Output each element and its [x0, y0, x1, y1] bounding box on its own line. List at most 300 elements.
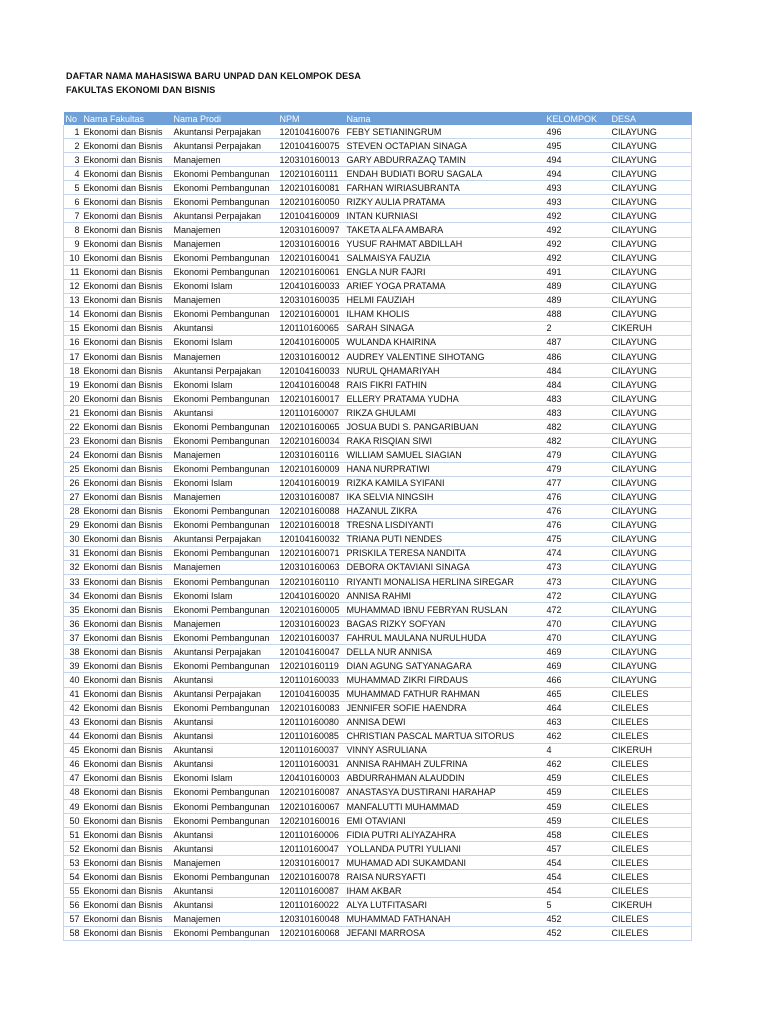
cell-no: 35	[64, 603, 82, 617]
cell-name: TAKETA ALFA AMBARA	[345, 223, 545, 237]
table-row	[64, 293, 692, 307]
cell-npm: 120310160016	[278, 237, 345, 251]
table-row	[64, 757, 692, 771]
cell-program: Ekonomi Pembangunan	[172, 631, 278, 645]
cell-no: 33	[64, 575, 82, 589]
cell-faculty: Ekonomi dan Bisnis	[82, 392, 172, 406]
cell-name: ALYA LUTFITASARI	[345, 898, 545, 912]
cell-no: 40	[64, 673, 82, 687]
cell-name: ELLERY PRATAMA YUDHA	[345, 392, 545, 406]
cell-group: 454	[545, 856, 610, 870]
cell-name: DELLA NUR ANNISA	[345, 645, 545, 659]
cell-faculty: Ekonomi dan Bisnis	[82, 406, 172, 420]
column-header-village: DESA	[610, 112, 692, 125]
cell-name: GARY ABDURRAZAQ TAMIN	[345, 153, 545, 167]
cell-no: 56	[64, 898, 82, 912]
cell-group: 469	[545, 645, 610, 659]
table-body	[64, 125, 692, 940]
table-row	[64, 673, 692, 687]
cell-village: CILELES	[610, 842, 692, 856]
cell-program: Akuntansi	[172, 842, 278, 856]
cell-group: 475	[545, 532, 610, 546]
cell-name: PRISKILA TERESA NANDITA	[345, 546, 545, 560]
cell-no: 24	[64, 448, 82, 462]
table-row	[64, 729, 692, 743]
cell-no: 11	[64, 265, 82, 279]
cell-name: RIZKA KAMILA SYIFANI	[345, 476, 545, 490]
cell-faculty: Ekonomi dan Bisnis	[82, 251, 172, 265]
cell-group: 470	[545, 617, 610, 631]
cell-no: 31	[64, 546, 82, 560]
table-row	[64, 279, 692, 293]
cell-npm: 120110160007	[278, 406, 345, 420]
cell-village: CILAYUNG	[610, 420, 692, 434]
cell-no: 21	[64, 406, 82, 420]
table-row	[64, 814, 692, 828]
cell-name: JENNIFER SOFIE HAENDRA	[345, 701, 545, 715]
table-row	[64, 434, 692, 448]
table-row	[64, 518, 692, 532]
cell-group: 462	[545, 729, 610, 743]
cell-npm: 120210160065	[278, 420, 345, 434]
table-row	[64, 378, 692, 392]
cell-npm: 120110160065	[278, 321, 345, 335]
cell-npm: 120104160033	[278, 364, 345, 378]
cell-program: Manajemen	[172, 223, 278, 237]
cell-name: NURUL QHAMARIYAH	[345, 364, 545, 378]
cell-group: 473	[545, 575, 610, 589]
table-row	[64, 476, 692, 490]
cell-faculty: Ekonomi dan Bisnis	[82, 167, 172, 181]
cell-group: 463	[545, 715, 610, 729]
cell-village: CILAYUNG	[610, 251, 692, 265]
cell-npm: 120410160033	[278, 279, 345, 293]
cell-village: CILELES	[610, 800, 692, 814]
cell-village: CILAYUNG	[610, 532, 692, 546]
cell-name: CHRISTIAN PASCAL MARTUA SITORUS	[345, 729, 545, 743]
table-row	[64, 237, 692, 251]
cell-program: Akuntansi	[172, 828, 278, 842]
cell-no: 17	[64, 350, 82, 364]
cell-npm: 120210160034	[278, 434, 345, 448]
cell-village: CILAYUNG	[610, 406, 692, 420]
cell-faculty: Ekonomi dan Bisnis	[82, 870, 172, 884]
cell-village: CILAYUNG	[610, 448, 692, 462]
cell-no: 23	[64, 434, 82, 448]
cell-npm: 120310160063	[278, 560, 345, 574]
cell-village: CILELES	[610, 884, 692, 898]
cell-name: VINNY ASRULIANA	[345, 743, 545, 757]
cell-name: YOLLANDA PUTRI YULIANI	[345, 842, 545, 856]
table-row	[64, 181, 692, 195]
table-row	[64, 153, 692, 167]
cell-no: 34	[64, 589, 82, 603]
cell-group: 474	[545, 546, 610, 560]
table-row	[64, 223, 692, 237]
cell-no: 39	[64, 659, 82, 673]
cell-npm: 120110160037	[278, 743, 345, 757]
cell-program: Ekonomi Pembangunan	[172, 870, 278, 884]
cell-group: 472	[545, 603, 610, 617]
table-row	[64, 195, 692, 209]
cell-faculty: Ekonomi dan Bisnis	[82, 603, 172, 617]
table-row	[64, 364, 692, 378]
cell-name: FAHRUL MAULANA NURULHUDA	[345, 631, 545, 645]
cell-name: ANASTASYA DUSTIRANI HARAHAP	[345, 785, 545, 799]
cell-faculty: Ekonomi dan Bisnis	[82, 462, 172, 476]
cell-village: CILAYUNG	[610, 125, 692, 139]
cell-name: ENGLA NUR FAJRI	[345, 265, 545, 279]
table-row	[64, 785, 692, 799]
cell-group: 459	[545, 814, 610, 828]
cell-village: CILELES	[610, 701, 692, 715]
cell-group: 4	[545, 743, 610, 757]
cell-group: 452	[545, 912, 610, 926]
cell-program: Manajemen	[172, 912, 278, 926]
cell-name: ANNISA RAHMI	[345, 589, 545, 603]
cell-faculty: Ekonomi dan Bisnis	[82, 926, 172, 940]
cell-npm: 120110160047	[278, 842, 345, 856]
cell-faculty: Ekonomi dan Bisnis	[82, 575, 172, 589]
cell-village: CIKERUH	[610, 743, 692, 757]
cell-group: 491	[545, 265, 610, 279]
cell-faculty: Ekonomi dan Bisnis	[82, 673, 172, 687]
cell-group: 472	[545, 589, 610, 603]
cell-faculty: Ekonomi dan Bisnis	[82, 139, 172, 153]
cell-program: Akuntansi Perpajakan	[172, 645, 278, 659]
cell-no: 29	[64, 518, 82, 532]
table-row	[64, 884, 692, 898]
cell-group: 458	[545, 828, 610, 842]
cell-npm: 120310160048	[278, 912, 345, 926]
cell-name: RIKZA GHULAMI	[345, 406, 545, 420]
cell-group: 483	[545, 406, 610, 420]
cell-npm: 120410160048	[278, 378, 345, 392]
cell-no: 52	[64, 842, 82, 856]
cell-npm: 120104160032	[278, 532, 345, 546]
cell-name: RIZKY AULIA PRATAMA	[345, 195, 545, 209]
cell-name: DIAN AGUNG SATYANAGARA	[345, 659, 545, 673]
cell-program: Ekonomi Pembangunan	[172, 504, 278, 518]
cell-name: FIDIA PUTRI ALIYAZAHRA	[345, 828, 545, 842]
cell-no: 57	[64, 912, 82, 926]
cell-program: Akuntansi Perpajakan	[172, 532, 278, 546]
cell-village: CILELES	[610, 771, 692, 785]
cell-group: 457	[545, 842, 610, 856]
cell-name: MUHAMMAD ZIKRI FIRDAUS	[345, 673, 545, 687]
cell-name: WILLIAM SAMUEL SIAGIAN	[345, 448, 545, 462]
cell-name: TRIANA PUTI NENDES	[345, 532, 545, 546]
cell-name: AUDREY VALENTINE SIHOTANG	[345, 350, 545, 364]
cell-village: CILAYUNG	[610, 673, 692, 687]
cell-village: CILAYUNG	[610, 293, 692, 307]
cell-no: 32	[64, 560, 82, 574]
cell-name: BAGAS RIZKY SOFYAN	[345, 617, 545, 631]
cell-program: Ekonomi Islam	[172, 771, 278, 785]
cell-group: 487	[545, 335, 610, 349]
cell-faculty: Ekonomi dan Bisnis	[82, 589, 172, 603]
cell-name: STEVEN OCTAPIAN SINAGA	[345, 139, 545, 153]
table-row	[64, 715, 692, 729]
cell-no: 48	[64, 785, 82, 799]
cell-npm: 120310160023	[278, 617, 345, 631]
column-header-no: No	[64, 112, 82, 125]
cell-npm: 120410160003	[278, 771, 345, 785]
cell-program: Ekonomi Pembangunan	[172, 926, 278, 940]
cell-npm: 120410160005	[278, 335, 345, 349]
cell-faculty: Ekonomi dan Bisnis	[82, 321, 172, 335]
cell-no: 36	[64, 617, 82, 631]
cell-npm: 120310160097	[278, 223, 345, 237]
cell-name: ENDAH BUDIATI BORU SAGALA	[345, 167, 545, 181]
cell-village: CILAYUNG	[610, 223, 692, 237]
cell-name: RAKA RISQIAN SIWI	[345, 434, 545, 448]
cell-no: 37	[64, 631, 82, 645]
cell-group: 495	[545, 139, 610, 153]
column-header-group: KELOMPOK	[545, 112, 610, 125]
cell-village: CILAYUNG	[610, 504, 692, 518]
cell-program: Ekonomi Islam	[172, 476, 278, 490]
cell-npm: 120104160047	[278, 645, 345, 659]
cell-group: 492	[545, 223, 610, 237]
cell-village: CILAYUNG	[610, 462, 692, 476]
cell-no: 38	[64, 645, 82, 659]
cell-village: CILELES	[610, 785, 692, 799]
cell-village: CILAYUNG	[610, 659, 692, 673]
cell-group: 486	[545, 350, 610, 364]
cell-faculty: Ekonomi dan Bisnis	[82, 434, 172, 448]
cell-no: 45	[64, 743, 82, 757]
cell-program: Akuntansi	[172, 884, 278, 898]
cell-village: CILELES	[610, 757, 692, 771]
cell-group: 470	[545, 631, 610, 645]
cell-group: 466	[545, 673, 610, 687]
cell-group: 2	[545, 321, 610, 335]
cell-name: JOSUA BUDI S. PANGARIBUAN	[345, 420, 545, 434]
cell-group: 479	[545, 462, 610, 476]
cell-npm: 120104160009	[278, 209, 345, 223]
cell-faculty: Ekonomi dan Bisnis	[82, 335, 172, 349]
cell-no: 30	[64, 532, 82, 546]
table-row	[64, 631, 692, 645]
cell-village: CILAYUNG	[610, 265, 692, 279]
cell-group: 494	[545, 153, 610, 167]
cell-name: ILHAM KHOLIS	[345, 307, 545, 321]
cell-program: Ekonomi Pembangunan	[172, 603, 278, 617]
cell-no: 28	[64, 504, 82, 518]
cell-village: CILAYUNG	[610, 434, 692, 448]
cell-no: 53	[64, 856, 82, 870]
cell-npm: 120210160001	[278, 307, 345, 321]
cell-program: Ekonomi Pembangunan	[172, 785, 278, 799]
column-header-program: Nama Prodi	[172, 112, 278, 125]
cell-village: CILELES	[610, 856, 692, 870]
cell-program: Ekonomi Islam	[172, 589, 278, 603]
cell-no: 10	[64, 251, 82, 265]
cell-name: TRESNA LISDIYANTI	[345, 518, 545, 532]
cell-faculty: Ekonomi dan Bisnis	[82, 195, 172, 209]
cell-program: Manajemen	[172, 293, 278, 307]
cell-group: 464	[545, 701, 610, 715]
cell-program: Akuntansi Perpajakan	[172, 139, 278, 153]
cell-npm: 120210160110	[278, 575, 345, 589]
cell-npm: 120210160017	[278, 392, 345, 406]
cell-village: CILAYUNG	[610, 518, 692, 532]
cell-program: Akuntansi	[172, 757, 278, 771]
cell-no: 3	[64, 153, 82, 167]
cell-npm: 120210160088	[278, 504, 345, 518]
cell-group: 494	[545, 167, 610, 181]
cell-faculty: Ekonomi dan Bisnis	[82, 546, 172, 560]
cell-program: Ekonomi Islam	[172, 335, 278, 349]
cell-npm: 120210160041	[278, 251, 345, 265]
cell-name: RIYANTI MONALISA HERLINA SIREGAR	[345, 575, 545, 589]
cell-village: CILAYUNG	[610, 378, 692, 392]
table-row	[64, 856, 692, 870]
cell-village: CILELES	[610, 814, 692, 828]
cell-faculty: Ekonomi dan Bisnis	[82, 560, 172, 574]
cell-faculty: Ekonomi dan Bisnis	[82, 743, 172, 757]
cell-program: Akuntansi Perpajakan	[172, 687, 278, 701]
cell-npm: 120210160018	[278, 518, 345, 532]
cell-npm: 120210160067	[278, 800, 345, 814]
table-row	[64, 420, 692, 434]
cell-group: 459	[545, 800, 610, 814]
cell-program: Ekonomi Pembangunan	[172, 462, 278, 476]
cell-faculty: Ekonomi dan Bisnis	[82, 757, 172, 771]
cell-name: ABDURRAHMAN ALAUDDIN	[345, 771, 545, 785]
cell-no: 46	[64, 757, 82, 771]
cell-group: 493	[545, 181, 610, 195]
table-row	[64, 265, 692, 279]
cell-faculty: Ekonomi dan Bisnis	[82, 715, 172, 729]
cell-program: Manajemen	[172, 856, 278, 870]
cell-name: RAIS FIKRI FATHIN	[345, 378, 545, 392]
cell-program: Akuntansi Perpajakan	[172, 209, 278, 223]
cell-group: 459	[545, 785, 610, 799]
cell-group: 483	[545, 392, 610, 406]
cell-no: 43	[64, 715, 82, 729]
cell-group: 484	[545, 364, 610, 378]
cell-name: SARAH SINAGA	[345, 321, 545, 335]
cell-npm: 120210160078	[278, 870, 345, 884]
cell-no: 1	[64, 125, 82, 139]
cell-name: JEFANI MARROSA	[345, 926, 545, 940]
cell-no: 51	[64, 828, 82, 842]
table-row	[64, 321, 692, 335]
student-table	[63, 112, 692, 941]
cell-name: FEBY SETIANINGRUM	[345, 125, 545, 139]
cell-group: 479	[545, 448, 610, 462]
cell-no: 47	[64, 771, 82, 785]
document-subtitle: FAKULTAS EKONOMI DAN BISNIS	[66, 85, 216, 95]
table-row	[64, 462, 692, 476]
cell-name: HELMI FAUZIAH	[345, 293, 545, 307]
cell-group: 476	[545, 504, 610, 518]
table-row	[64, 603, 692, 617]
cell-no: 42	[64, 701, 82, 715]
cell-village: CILAYUNG	[610, 631, 692, 645]
cell-program: Ekonomi Pembangunan	[172, 701, 278, 715]
cell-program: Manajemen	[172, 153, 278, 167]
cell-village: CILAYUNG	[610, 603, 692, 617]
table-row	[64, 743, 692, 757]
cell-no: 25	[64, 462, 82, 476]
cell-npm: 120310160087	[278, 490, 345, 504]
cell-program: Ekonomi Pembangunan	[172, 800, 278, 814]
cell-npm: 120410160019	[278, 476, 345, 490]
cell-faculty: Ekonomi dan Bisnis	[82, 378, 172, 392]
cell-program: Ekonomi Pembangunan	[172, 575, 278, 589]
table-row	[64, 687, 692, 701]
cell-no: 15	[64, 321, 82, 335]
cell-group: 462	[545, 757, 610, 771]
cell-group: 489	[545, 279, 610, 293]
cell-village: CILAYUNG	[610, 139, 692, 153]
table-row	[64, 926, 692, 940]
cell-no: 18	[64, 364, 82, 378]
cell-group: 488	[545, 307, 610, 321]
cell-no: 14	[64, 307, 82, 321]
cell-no: 20	[64, 392, 82, 406]
cell-village: CILAYUNG	[610, 237, 692, 251]
cell-village: CILELES	[610, 912, 692, 926]
column-header-faculty: Nama Fakultas	[82, 112, 172, 125]
table-row	[64, 546, 692, 560]
table-row	[64, 251, 692, 265]
cell-group: 477	[545, 476, 610, 490]
table-row	[64, 771, 692, 785]
cell-npm: 120310160035	[278, 293, 345, 307]
table-row	[64, 335, 692, 349]
cell-program: Ekonomi Pembangunan	[172, 814, 278, 828]
table-row	[64, 448, 692, 462]
cell-no: 22	[64, 420, 82, 434]
cell-faculty: Ekonomi dan Bisnis	[82, 645, 172, 659]
cell-faculty: Ekonomi dan Bisnis	[82, 659, 172, 673]
cell-faculty: Ekonomi dan Bisnis	[82, 631, 172, 645]
cell-npm: 120104160075	[278, 139, 345, 153]
cell-village: CILAYUNG	[610, 181, 692, 195]
cell-program: Ekonomi Pembangunan	[172, 195, 278, 209]
cell-village: CILAYUNG	[610, 307, 692, 321]
cell-name: EMI OTAVIANI	[345, 814, 545, 828]
cell-village: CILAYUNG	[610, 392, 692, 406]
cell-program: Ekonomi Pembangunan	[172, 392, 278, 406]
cell-faculty: Ekonomi dan Bisnis	[82, 223, 172, 237]
cell-program: Akuntansi	[172, 673, 278, 687]
cell-npm: 120210160119	[278, 659, 345, 673]
cell-faculty: Ekonomi dan Bisnis	[82, 842, 172, 856]
cell-faculty: Ekonomi dan Bisnis	[82, 490, 172, 504]
cell-program: Ekonomi Islam	[172, 279, 278, 293]
cell-name: FARHAN WIRIASUBRANTA	[345, 181, 545, 195]
cell-group: 5	[545, 898, 610, 912]
cell-program: Akuntansi	[172, 715, 278, 729]
cell-faculty: Ekonomi dan Bisnis	[82, 209, 172, 223]
table-row	[64, 139, 692, 153]
cell-name: IHAM AKBAR	[345, 884, 545, 898]
table-row	[64, 842, 692, 856]
cell-npm: 120210160016	[278, 814, 345, 828]
cell-npm: 120310160012	[278, 350, 345, 364]
cell-name: RAISA NURSYAFTI	[345, 870, 545, 884]
cell-npm: 120210160009	[278, 462, 345, 476]
cell-program: Akuntansi Perpajakan	[172, 364, 278, 378]
cell-village: CILAYUNG	[610, 476, 692, 490]
cell-faculty: Ekonomi dan Bisnis	[82, 800, 172, 814]
cell-faculty: Ekonomi dan Bisnis	[82, 448, 172, 462]
